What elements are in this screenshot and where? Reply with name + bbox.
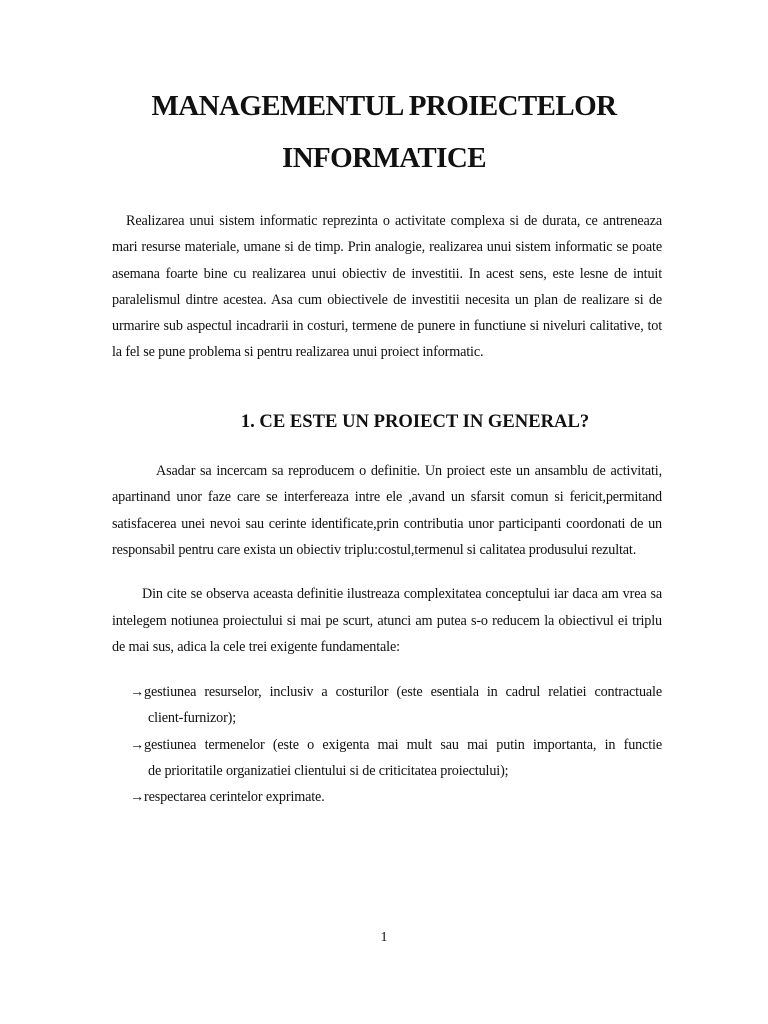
summary-paragraph: Din cite se observa aceasta definitie ilustreaza complexitatea conceptului iar daca am vrea sa intelegem notiunea proiectului si mai pe scurt, atunci am putea s-o reducem la obiectivul ei triplu de mai sus, adica la cele trei exigente fundamentale:: [112, 586, 662, 656]
section-heading: 1. CE ESTE UN PROIECT IN GENERAL?: [240, 411, 590, 432]
arrow-right-icon: →: [130, 736, 145, 753]
list-item-first-line: [130, 784, 662, 810]
list-item-text: gestiunea termenelor (este o exigenta mai mult sau mai putin importanta, in functie: [144, 736, 662, 753]
arrow-right-icon: →: [130, 789, 145, 806]
list-item: [130, 679, 662, 732]
list-item-text: respectarea cerintelor exprimate.: [144, 789, 325, 806]
list-item-continuation: de prioritatile organizatiei clientului si de criticitatea proiectului);: [148, 762, 509, 779]
list-item-first-line: [130, 732, 662, 758]
arrow-right-icon: →: [130, 684, 145, 700]
list-item-continuation: client-furnizor);: [148, 710, 237, 727]
list-item: [130, 732, 662, 785]
page-number: 1: [380, 930, 388, 945]
list-item: [130, 784, 662, 810]
intro-paragraph: Realizarea unui sistem informatic reprezinta o activitate complexa si de durata, ce antreneaza mari resurse materiale, umane si de timp. Prin analogie, realizarea unui sistem informatic se poate asemana foarte bine cu realizarea unui obiectiv de investitii. In acest sens, este lesne de intuit paralelismul dintre acestea. Asa cum obiectivele de investitii necesita un plan de realizare si de urmarire sub aspectul incadrarii in costuri, termene de punere in functiune si niveluri calitative, tot la fel se pune problema si pentru realizarea unui proiect informatic.: [112, 213, 662, 361]
document-title-line-2: INFORMATICE: [282, 142, 486, 174]
list-item-first-line: [130, 679, 662, 705]
exigences-list: [130, 679, 662, 810]
definition-paragraph: Asadar sa incercam sa reproducem o definitie. Un proiect este un ansamblu de activitati, apartinand unor faze care se interfereaza intre ele ,avand un sfarsit comun si fericit,permitand satisfacerea unei nevoi sau cerinte identificate,prin contributia unor participanti coordonati de un responsabil pentru care exista un obiectiv triplu:costul,termenul si calitatea produsului rezultat.: [112, 463, 662, 558]
document-title-line-1: MANAGEMENTUL PROIECTELOR: [151, 90, 617, 122]
list-item-text: gestiunea resurselor, inclusiv a costurilor (este esentiala in cadrul relatiei contractuale: [144, 684, 662, 700]
